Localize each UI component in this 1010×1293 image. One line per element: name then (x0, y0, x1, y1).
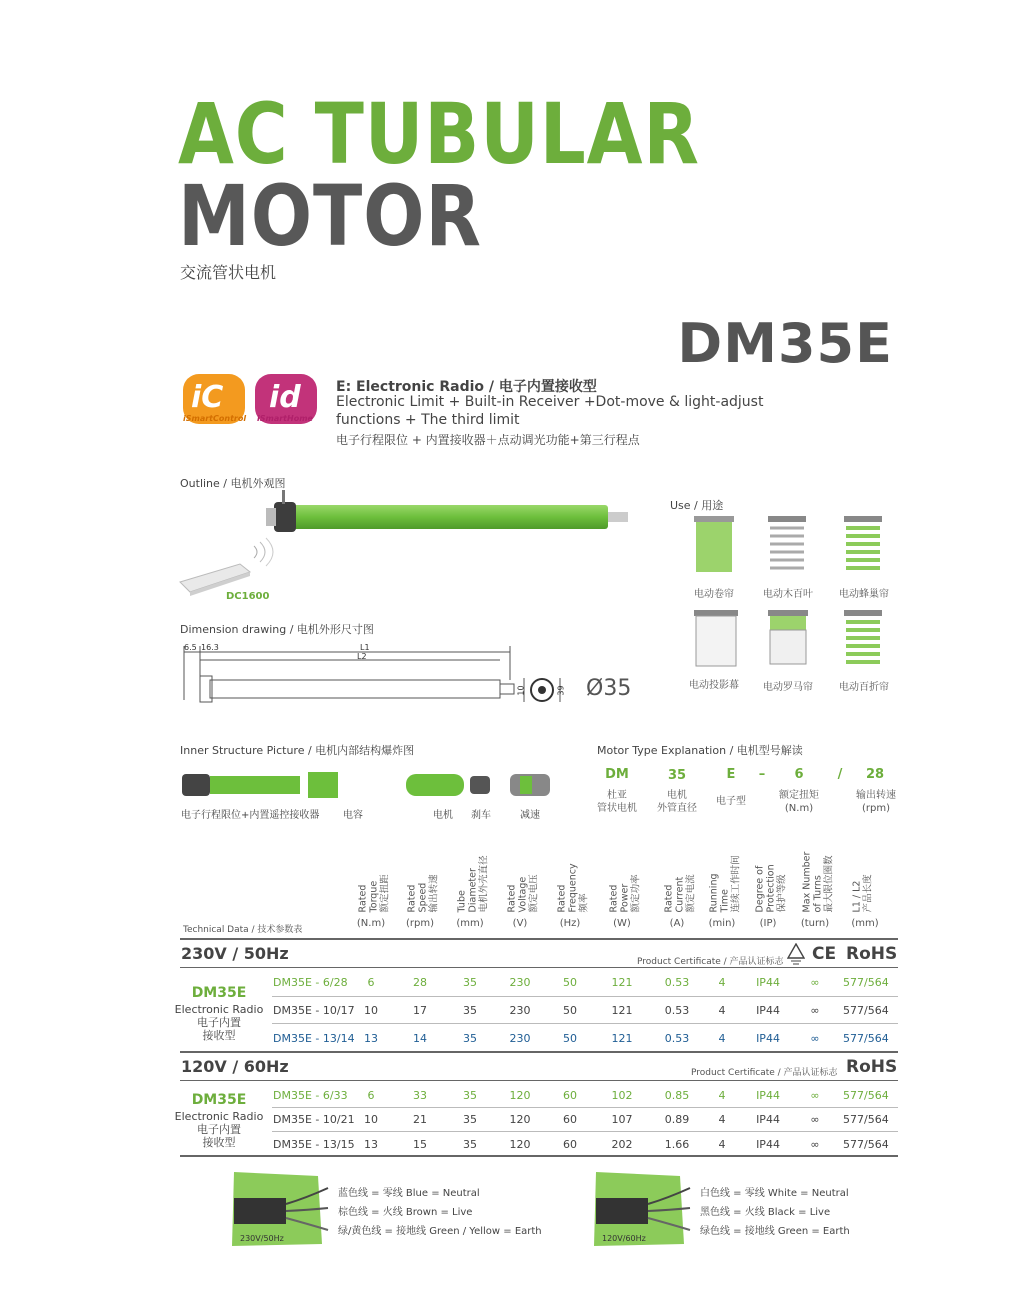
tech-unit: (N.m) (356, 918, 386, 929)
tech-column-header (408, 848, 448, 912)
table-cell: IP44 (756, 1113, 780, 1126)
table-row-model: DM35E - 13/14 (273, 1032, 355, 1045)
table-cell: 121 (611, 1004, 633, 1017)
rule (180, 967, 898, 968)
tuv-icon (787, 943, 805, 965)
wire-120-neutral: 白色线 = 零线 White = Neutral (700, 1188, 849, 1199)
table-cell: 230 (509, 1004, 531, 1017)
table-cell: 0.53 (664, 1004, 690, 1017)
group-sub-230-1: Electronic Radio (174, 1003, 264, 1016)
voltage-120: 120V / 60Hz (181, 1057, 289, 1076)
rule (272, 1023, 898, 1024)
rule (272, 1131, 898, 1132)
use-item-5: 电动罗马帘 (763, 682, 813, 693)
table-cell: 35 (463, 1089, 477, 1102)
table-cell: 6 (367, 976, 375, 989)
tech-column-header (803, 848, 843, 912)
tech-column-header (458, 848, 498, 912)
tech-column-header-line: 最大限位圈数 (823, 854, 835, 912)
table-cell: 4 (718, 1004, 726, 1017)
tech-column-header-line: Voltage (517, 876, 529, 912)
roller-blind-icon (694, 516, 734, 572)
table-cell: 0.85 (664, 1089, 690, 1102)
tech-column-header-line: 保护等级 (776, 873, 788, 912)
tech-column-header-line: 额定电流 (685, 873, 697, 912)
rohs-mark-120: RoHS (846, 1057, 898, 1077)
dimension-label: Dimension drawing / 电机外形尺寸图 (180, 623, 374, 636)
table-cell: 120 (509, 1113, 531, 1126)
rule (180, 1155, 898, 1157)
inner-structure-picture (180, 766, 560, 806)
table-cell: 35 (463, 976, 477, 989)
rule (272, 996, 898, 997)
group-sub-120-1: Electronic Radio (174, 1110, 264, 1123)
ic-mark: iC (191, 380, 224, 415)
tech-column-header (558, 848, 598, 912)
tech-unit: (mm) (851, 918, 879, 929)
table-cell: ∞ (810, 1138, 820, 1151)
rohs-mark-230: RoHS (846, 944, 898, 964)
tech-column-header-line: Tube (456, 889, 468, 912)
feature-line-1: Electronic Limit + Built-in Receiver +Dot-move & light-adjust (336, 394, 764, 410)
wiring-tag-120: 120V/60Hz (602, 1234, 646, 1243)
tech-column-header-line: Rated (556, 884, 568, 912)
ismartcontrol-label: iSmartControl (183, 414, 247, 423)
venetian-blind-icon (768, 516, 806, 568)
use-item-4: 电动投影幕 (689, 680, 739, 691)
inner-part-4: 刹车 (471, 810, 491, 821)
feature-line-2: functions + The third limit (336, 412, 520, 428)
use-item-1: 电动卷帘 (694, 589, 734, 600)
tech-column-header (853, 848, 893, 912)
model-number: DM35E (677, 312, 893, 375)
table-cell: IP44 (756, 1089, 780, 1102)
table-cell: 4 (718, 1089, 726, 1102)
motor-type-label: Motor Type Explanation / 电机型号解读 (597, 744, 803, 757)
table-cell: 50 (563, 976, 577, 989)
feature-title: E: Electronic Radio / 电子内置接收型 (336, 379, 597, 395)
code-slash: / (837, 767, 843, 782)
remote-label: DC1600 (226, 591, 270, 602)
table-cell: 577/564 (843, 1089, 889, 1102)
table-cell: 6 (367, 1089, 375, 1102)
tech-column-header-line: Rated (506, 884, 518, 912)
tech-column-header-line: of Turns (812, 874, 824, 912)
table-cell: ∞ (810, 1004, 820, 1017)
table-cell: 15 (413, 1138, 427, 1151)
code-35: 35 (667, 768, 687, 783)
table-cell: 60 (563, 1089, 577, 1102)
table-row-model: DM35E - 10/17 (273, 1004, 355, 1017)
tech-unit: (Hz) (559, 918, 581, 929)
wiring-tag-230: 230V/50Hz (240, 1234, 284, 1243)
tech-column-header-line: Speed (417, 882, 429, 912)
use-item-6: 电动百折帘 (839, 682, 889, 693)
table-row-model: DM35E - 6/33 (273, 1089, 348, 1102)
tech-column-header-line: 电机外壳直径 (478, 854, 490, 912)
wire-120-live: 黑色线 = 火线 Black = Live (700, 1207, 831, 1218)
tech-column-header (710, 848, 750, 912)
table-cell: 577/564 (843, 1032, 889, 1045)
cert-label-230: Product Certificate / 产品认证标志 (637, 957, 784, 967)
honeycomb-blind-icon (844, 516, 882, 568)
tech-column-header-line: Torque (368, 880, 380, 912)
code-dash: – (758, 767, 766, 782)
tech-column-header (756, 848, 796, 912)
table-cell: 0.53 (664, 1032, 690, 1045)
table-cell: IP44 (756, 1138, 780, 1151)
table-cell: 50 (563, 1032, 577, 1045)
tech-unit: (mm) (456, 918, 484, 929)
table-cell: 17 (413, 1004, 427, 1017)
table-cell: 230 (509, 1032, 531, 1045)
table-cell: 10 (364, 1004, 378, 1017)
wire-230-live: 棕色线 = 火线 Brown = Live (338, 1207, 473, 1218)
table-cell: 28 (413, 976, 427, 989)
dim-l1: L1 (360, 643, 370, 652)
tech-column-header-line: L1 / L2 (851, 880, 863, 912)
table-cell: 120 (509, 1138, 531, 1151)
use-label: Use / 用途 (670, 499, 724, 512)
tech-column-header-line: 频率 (578, 892, 590, 912)
table-cell: 577/564 (843, 1138, 889, 1151)
feature-line-cn: 电子行程限位 + 内置接收器＋点动调光功能+第三行程点 (336, 433, 640, 447)
inner-part-5: 减速 (520, 810, 540, 821)
table-cell: 230 (509, 976, 531, 989)
code-6: 6 (794, 767, 804, 782)
table-cell: 1.66 (664, 1138, 690, 1151)
pleated-blind-icon (844, 610, 882, 662)
use-item-3: 电动蜂巢帘 (839, 589, 889, 600)
table-cell: 35 (463, 1004, 477, 1017)
group-model-230: DM35E (191, 985, 247, 1001)
voltage-230: 230V / 50Hz (181, 944, 289, 963)
tech-column-header (665, 848, 705, 912)
ismarthome-logo (255, 374, 319, 434)
tech-unit: (min) (708, 918, 736, 929)
ismarthome-label: iSmartHome (257, 414, 313, 423)
diameter-label: Ø35 (586, 676, 632, 701)
wire-230-neutral: 蓝色线 = 零线 Blue = Neutral (338, 1188, 480, 1199)
table-cell: 13 (364, 1138, 378, 1151)
table-cell: 577/564 (843, 976, 889, 989)
tech-column-header (610, 848, 650, 912)
table-cell: 60 (563, 1113, 577, 1126)
projection-screen-icon (694, 610, 738, 666)
wire-230-earth: 绿/黄色线 = 接地线 Green / Yellow = Earth (338, 1226, 542, 1237)
title-line-2: MOTOR (178, 167, 482, 265)
ce-mark: CE (812, 944, 837, 964)
dim-16-3: 16.3 (201, 643, 219, 652)
table-cell: 35 (463, 1113, 477, 1126)
code-35-sub: 电机 外管直径 (657, 790, 697, 814)
table-cell: 35 (463, 1032, 477, 1045)
tech-unit: (rpm) (405, 918, 434, 929)
tech-unit: (IP) (759, 918, 777, 929)
table-cell: 4 (718, 1138, 726, 1151)
dim-6-5: 6.5 (184, 643, 197, 652)
tech-label: Technical Data / 技术参数表 (183, 925, 303, 935)
code-e-sub: 电子型 (716, 796, 746, 807)
table-cell: 60 (563, 1138, 577, 1151)
group-sub-120-3: 接收型 (202, 1136, 236, 1149)
table-cell: 107 (611, 1113, 633, 1126)
table-cell: 121 (611, 976, 633, 989)
table-cell: 577/564 (843, 1113, 889, 1126)
tech-column-header-line: Time (719, 888, 731, 912)
group-sub-120-2: 电子内置 (197, 1123, 241, 1136)
table-cell: 577/564 (843, 1004, 889, 1017)
table-cell: ∞ (810, 976, 820, 989)
table-cell: IP44 (756, 976, 780, 989)
inner-part-2: 电容 (343, 810, 363, 821)
tech-column-header-line: Max Number (801, 851, 813, 912)
tech-column-header-line: Protection (765, 863, 777, 912)
tech-column-header-line: 额定扭距 (379, 873, 391, 912)
tech-column-header-line: Rated (608, 884, 620, 912)
dim-39: 39 (556, 685, 566, 696)
tech-column-header-line: Power (619, 883, 631, 912)
tech-column-header (508, 848, 548, 912)
dimension-drawing (180, 640, 580, 710)
table-cell: 121 (611, 1032, 633, 1045)
tech-unit: (W) (613, 918, 631, 929)
table-cell: 0.53 (664, 976, 690, 989)
table-cell: ∞ (810, 1113, 820, 1126)
table-cell: 202 (611, 1138, 633, 1151)
outline-label: Outline / 电机外观图 (180, 477, 286, 490)
tech-column-header-line: Rated (406, 884, 418, 912)
wire-120-earth: 绿色线 = 接地线 Green = Earth (700, 1226, 850, 1237)
cert-label-120: Product Certificate / 产品认证标志 (691, 1068, 838, 1078)
tech-column-header-line: 额定功率 (630, 873, 642, 912)
use-item-2: 电动木百叶 (763, 589, 813, 600)
rule (180, 1051, 898, 1053)
table-cell: 4 (718, 1113, 726, 1126)
tech-column-header-line: Current (674, 876, 686, 912)
tech-column-header-line: 额定电压 (528, 873, 540, 912)
remote-picture (180, 538, 273, 596)
table-cell: 120 (509, 1089, 531, 1102)
tech-column-header-line: Frequency (567, 862, 579, 912)
table-cell: 13 (364, 1032, 378, 1045)
table-row-model: DM35E - 13/15 (273, 1138, 355, 1151)
table-cell: 102 (611, 1089, 633, 1102)
tech-column-header-line: Diameter (467, 867, 479, 912)
table-cell: ∞ (810, 1089, 820, 1102)
use-pictures (690, 514, 900, 694)
title-line-1: AC TUBULAR (178, 85, 700, 183)
table-row-model: DM35E - 10/21 (273, 1113, 355, 1126)
rule (272, 1107, 898, 1108)
tech-column-header-line: 输出转速 (428, 873, 440, 912)
group-model-120: DM35E (191, 1092, 247, 1108)
code-28: 28 (865, 767, 885, 782)
code-dm: DM (605, 767, 629, 782)
table-cell: 4 (718, 976, 726, 989)
table-cell: 50 (563, 1004, 577, 1017)
tech-column-header-line: Running (708, 873, 720, 912)
roman-blind-icon (768, 610, 808, 664)
table-cell: 4 (718, 1032, 726, 1045)
table-row-model: DM35E - 6/28 (273, 976, 348, 989)
tech-unit: (V) (512, 918, 528, 929)
table-cell: 21 (413, 1113, 427, 1126)
code-e: E (726, 767, 736, 782)
table-cell: 10 (364, 1113, 378, 1126)
tech-column-header (359, 848, 399, 912)
subtitle-cn: 交流管状电机 (180, 263, 277, 282)
tech-column-header-line: Degree of (754, 865, 766, 912)
dim-10: 10 (516, 685, 526, 696)
code-28-sub: 输出转速 (rpm) (856, 790, 896, 814)
rule (180, 938, 898, 940)
table-cell: ∞ (810, 1032, 820, 1045)
code-dm-sub: 杜亚 管状电机 (597, 790, 637, 814)
table-cell: 0.89 (664, 1113, 690, 1126)
ismartcontrol-logo (183, 374, 247, 434)
group-sub-230-3: 接收型 (202, 1029, 236, 1042)
table-cell: IP44 (756, 1004, 780, 1017)
table-cell: IP44 (756, 1032, 780, 1045)
dim-l2: L2 (357, 652, 367, 661)
group-sub-230-2: 电子内置 (197, 1016, 241, 1029)
table-cell: 14 (413, 1032, 427, 1045)
inner-label: Inner Structure Picture / 电机内部结构爆炸图 (180, 744, 415, 757)
tech-unit: (A) (669, 918, 685, 929)
tech-column-header-line: 产品长度 (862, 873, 874, 912)
code-6-sub: 额定扭矩 (N.m) (779, 790, 819, 814)
tech-column-header-line: Rated (663, 884, 675, 912)
tech-column-header-line: Rated (357, 884, 369, 912)
inner-part-3: 电机 (433, 810, 453, 821)
id-mark: id (269, 380, 301, 415)
rule (180, 1080, 898, 1081)
tech-column-header-line: 连续工作时间 (730, 854, 742, 912)
tech-unit: (turn) (800, 918, 830, 929)
inner-part-1: 电子行程限位+内置遥控接收器 (181, 810, 320, 821)
table-cell: 35 (463, 1138, 477, 1151)
table-cell: 33 (413, 1089, 427, 1102)
